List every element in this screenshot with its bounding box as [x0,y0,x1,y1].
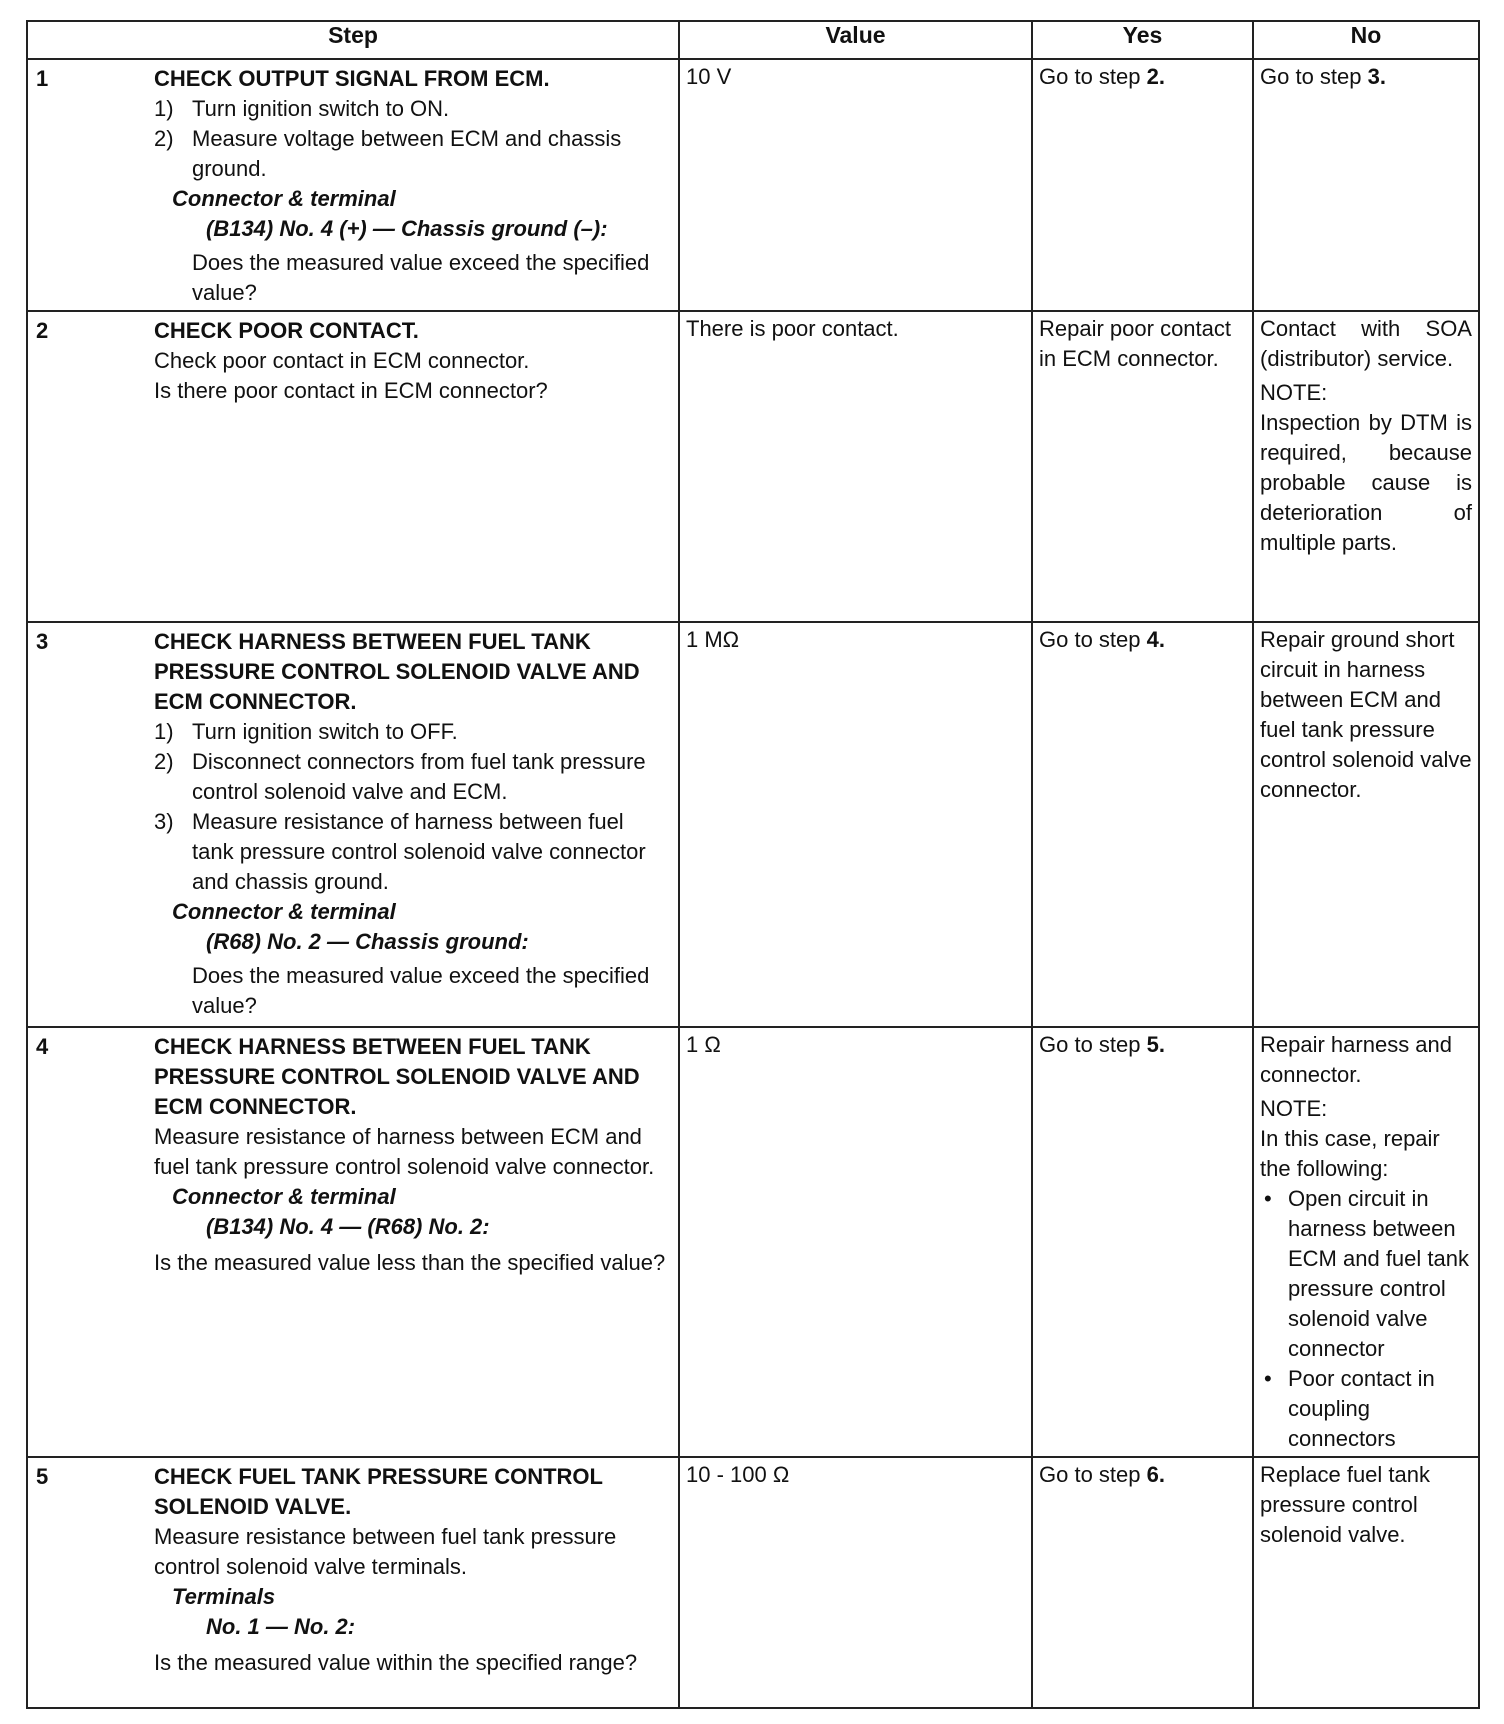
table-header-row [27,21,1479,59]
table-row-step-4 [27,1027,1479,1457]
connector-terminal-value: (B134) No. 4 (+) — Chassis ground (–): [206,216,608,241]
step-instruction: Measure resistance of harness between ECM and fuel tank pressure control solenoid valve connector. [154,1124,655,1179]
diagnostic-procedure-document [26,20,1478,1709]
step-title: CHECK FUEL TANK PRESSURE CONTROL SOLENOID VALVE. [154,1464,603,1519]
header-value: Value [679,21,1032,59]
step-title: CHECK HARNESS BETWEEN FUEL TANK PRESSURE CONTROL SOLENOID VALVE AND ECM CONNECTOR. [154,629,640,714]
step-cell [27,59,679,311]
step-number: 2 [36,318,49,343]
step-number: 5 [36,1464,49,1489]
connector-terminal-label: Connector & terminal [172,1184,396,1209]
step-question: Is the measured value within the specified range? [154,1650,638,1675]
no-cell: Replace fuel tank pressure control solenoid valve. [1253,1457,1479,1708]
yes-cell: Go to step 6. [1032,1457,1253,1708]
step-instruction: Check poor contact in ECM connector. [154,348,530,373]
note-text: In this case, repair the following: [1260,1126,1440,1181]
step-title: CHECK HARNESS BETWEEN FUEL TANK PRESSURE CONTROL SOLENOID VALVE AND ECM CONNECTOR. [154,1034,640,1119]
header-no: No [1253,21,1479,59]
table-row-step-2 [27,311,1479,622]
substep: 1) Turn ignition switch to ON. [154,96,450,121]
note-text: Inspection by DTM is required, because probable cause is deterioration of multiple parts. [1260,410,1472,555]
no-cell: Repair ground short circuit in harness between ECM and fuel tank pressure control solenoid valve connector. [1253,622,1479,1027]
value-cell: 10 V [679,59,1032,311]
no-cell: Go to step 3. [1253,59,1479,311]
no-action: Repair harness and connector. [1260,1032,1453,1087]
header-yes: Yes [1032,21,1253,59]
step-cell [27,1457,679,1708]
substep: 2) Disconnect connectors from fuel tank pressure control solenoid valve and ECM. [154,749,646,804]
yes-cell: Repair poor contact in ECM connector. [1032,311,1253,622]
yes-cell: Go to step 5. [1032,1027,1253,1457]
note-label: NOTE: [1260,380,1328,405]
header-step: Step [27,21,679,59]
substep: 1) Turn ignition switch to OFF. [154,719,458,744]
step-instruction: Measure resistance between fuel tank pressure control solenoid valve terminals. [154,1524,617,1579]
value-cell: 1 Ω [679,1027,1032,1457]
connector-terminal-value: (B134) No. 4 — (R68) No. 2: [206,1214,490,1239]
bullet-item: • Poor contact in coupling connectors [1264,1366,1435,1451]
no-cell [1253,1027,1479,1457]
table-row-step-1 [27,59,1479,311]
step-number: 3 [36,629,49,654]
step-cell [27,622,679,1027]
value-cell: There is poor contact. [679,311,1032,622]
value-cell: 10 - 100 Ω [679,1457,1032,1708]
step-title: CHECK POOR CONTACT. [154,318,419,343]
step-question: Is the measured value less than the specified value? [154,1250,666,1275]
no-action: Contact with SOA (distributor) service. [1260,316,1472,371]
step-question: Is there poor contact in ECM connector? [154,378,548,403]
value-cell: 1 MΩ [679,622,1032,1027]
table-row-step-3 [27,622,1479,1027]
diagnostic-table [26,20,1480,1709]
connector-terminal-label: Connector & terminal [172,186,396,211]
step-cell [27,311,679,622]
connector-terminal-value: (R68) No. 2 — Chassis ground: [206,929,529,954]
connector-terminal-value: No. 1 — No. 2: [206,1614,356,1639]
bullet-item: • Open circuit in harness between ECM and fuel tank pressure control solenoid valve connector [1264,1186,1469,1361]
yes-cell: Go to step 4. [1032,622,1253,1027]
no-cell [1253,311,1479,622]
step-question: Does the measured value exceed the specified value? [192,963,650,1018]
step-question: Does the measured value exceed the specified value? [192,250,650,305]
table-row-step-5 [27,1457,1479,1708]
step-cell [27,1027,679,1457]
step-title: CHECK OUTPUT SIGNAL FROM ECM. [154,66,550,91]
substep: 2) Measure voltage between ECM and chassis ground. [154,126,622,181]
step-number: 1 [36,66,49,91]
note-label: NOTE: [1260,1096,1328,1121]
substep: 3) Measure resistance of harness between fuel tank pressure control solenoid valve connector and chassis ground. [154,809,646,894]
connector-terminal-label: Connector & terminal [172,899,396,924]
step-number: 4 [36,1034,49,1059]
connector-terminal-label: Terminals [172,1584,276,1609]
yes-cell: Go to step 2. [1032,59,1253,311]
